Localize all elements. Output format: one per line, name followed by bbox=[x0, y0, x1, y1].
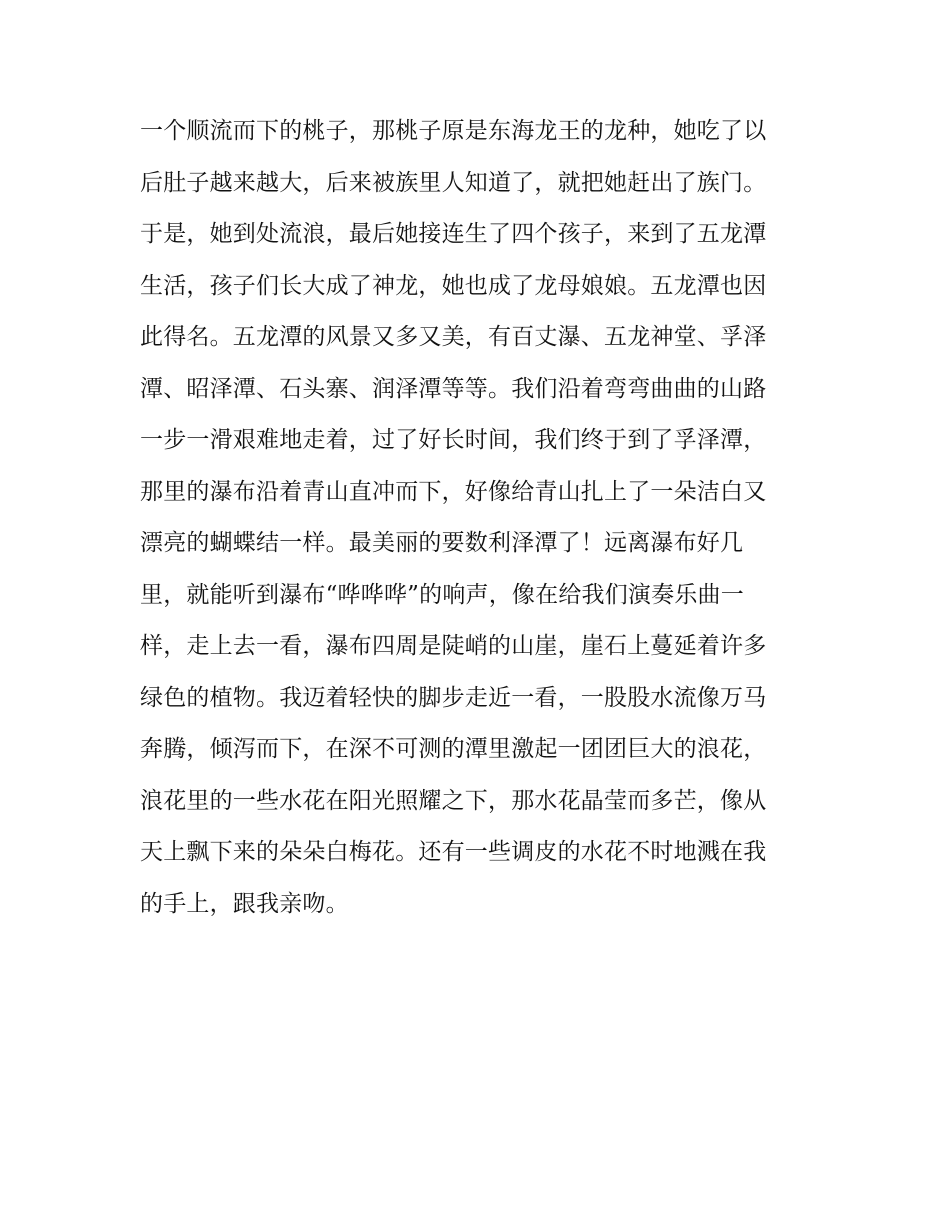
text-line: 此得名。五龙潭的风景又多又美，有百丈瀑、五龙神堂、孚泽 bbox=[140, 324, 767, 350]
text-line: 里，就能听到瀑布“哗哗哗”的响声，像在给我们演奏乐曲一 bbox=[140, 581, 744, 608]
text-line: 奔腾，倾泻而下，在深不可测的潭里激起一团团巨大的浪花， bbox=[140, 736, 767, 762]
body-paragraph bbox=[140, 106, 830, 930]
text-line: 的手上，跟我亲吻。 bbox=[140, 890, 349, 917]
text-line: 漂亮的蝴蝶结一样。最美丽的要数利泽潭了！远离瀑布好几 bbox=[140, 530, 744, 556]
text-line: 潭、昭泽潭、石头寨、润泽潭等等。我们沿着弯弯曲曲的山路 bbox=[140, 375, 767, 402]
text-line: 绿色的植物。我迈着轻快的脚步走近一看，一股股水流像万马 bbox=[140, 684, 767, 711]
text-line: 浪花里的一些水花在阳光照耀之下，那水花晶莹而多芒，像从 bbox=[140, 787, 767, 814]
text-line: 样，走上去一看，瀑布四周是陡峭的山崖，崖石上蔓延着许多 bbox=[140, 633, 767, 659]
text-line: 一个顺流而下的桃子，那桃子原是东海龙王的龙种，她吃了以 bbox=[140, 118, 767, 144]
text-line: 后肚子越来越大，后来被族里人知道了，就把她赶出了族门。 bbox=[140, 169, 767, 196]
text-line: 于是，她到处流浪，最后她接连生了四个孩子，来到了五龙潭 bbox=[140, 221, 767, 247]
text-line: 生活，孩子们长大成了神龙，她也成了龙母娘娘。五龙潭也因 bbox=[140, 272, 767, 299]
text-line: 天上飘下来的朵朵白梅花。还有一些调皮的水花不时地溅在我 bbox=[140, 839, 767, 865]
text-line: 一步一滑艰难地走着，过了好长时间，我们终于到了孚泽潭， bbox=[140, 427, 767, 453]
text-line: 那里的瀑布沿着青山直冲而下，好像给青山扎上了一朵洁白又 bbox=[140, 478, 767, 505]
